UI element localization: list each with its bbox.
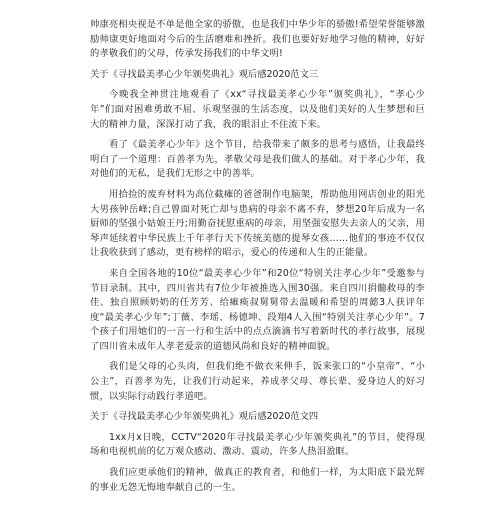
paragraph: 1xx月x日晚，CCTV“2020年寻找最美孝心少年颁奖典礼”的节目，使得现场和电视机前的亿万观众感动、激动、震动，许多人热泪盈眶。 xyxy=(90,431,425,458)
section-heading-3: 关于《寻找最美孝心少年颁奖典礼》观后感2020范文三 xyxy=(90,68,319,80)
paragraph: 来自全国各地的10位“最美孝心少年”和20位“特别关注孝心少年”受邀参与节目录制。其中，四川省共有7位少年被推选入围30强。来自四川捐髓救母的李佳、独自照顾奶奶的任芳芳、给瘫痪叔舅舅带去温暖和希望的周懿3人获评年度“最美孝心少年”;丁薇、李瑶、杨德坤、段翔4人入围“特别关注孝心少年”。7个孩子们用她们的一言一行和生活中的点点滴滴书写着新时代的孝行故事，展现了四川省未成年人孝老爱亲的道德风尚和良好的精神面貌。 xyxy=(90,267,425,352)
document-body xyxy=(90,18,425,501)
paragraph-intro: 帅康亮相央视是不单是他全家的骄傲，也是我们中华少年的骄傲!希望荣誉能够激励帅康更好地面对今后的生活磨难和挫折。我们也要好好地学习他的精神，好好的孝敬我们的父母，传承发扬我们的中华文明! xyxy=(90,19,425,60)
paragraph: 用拾捡的废弃材料为高位截瘫的爸爸制作电脑架，帮助他用网店创业的阳光大男孩钟岳峰;自己曾面对死亡却与患病的母亲不离不弃，梦想20年后成为一名厨师的坚强小姑娘王丹;用勤奋抚慰重病的母亲，用坚强安慰失去亲人的父亲，用琴声延续着中华民族上千年孝行天下传统美德的提琴女孩……他们的事迹不仅仅让我收获到了感动，更有榜样的昭示，爱心的传递和人生的正能量。 xyxy=(90,188,425,259)
paragraph: 我们应更承他们的精神，做真正的教育者，和他们一样，为太阳底下最光辉的事业无怨无悔地奉献自己的一生。 xyxy=(90,467,425,493)
paragraph: 看了《最美孝心少年》这个节目，给我带来了颇多的思考与感悟，让我最终明白了一个道理：百善孝为先，孝敬父母是我们做人的基础。对于孝心少年，我对他们的无私，是我们无形之中的善举。 xyxy=(90,139,425,180)
paragraph: 今晚我全神贯注地观看了《xx“寻找最美孝心少年”颁奖典礼》，“孝心少年”们面对困难勇敢不屈、乐观坚强的生活态度，以及他们美好的人生梦想和巨大的精神力量，深深打动了我，我的眼泪止不住流下来。 xyxy=(90,89,425,130)
section-heading-4: 关于《寻找最美孝心少年颁奖典礼》观后感2020范文四 xyxy=(90,411,319,423)
paragraph: 我们是父母的心头肉，但我们绝不做衣来伸手，饭来张口的“小皇帝”、“小公主”，百善孝为先，让我们行动起来，养成孝父母、尊长辈、爱身边人的好习惯，以实际行动践行孝道吧。 xyxy=(90,361,425,402)
